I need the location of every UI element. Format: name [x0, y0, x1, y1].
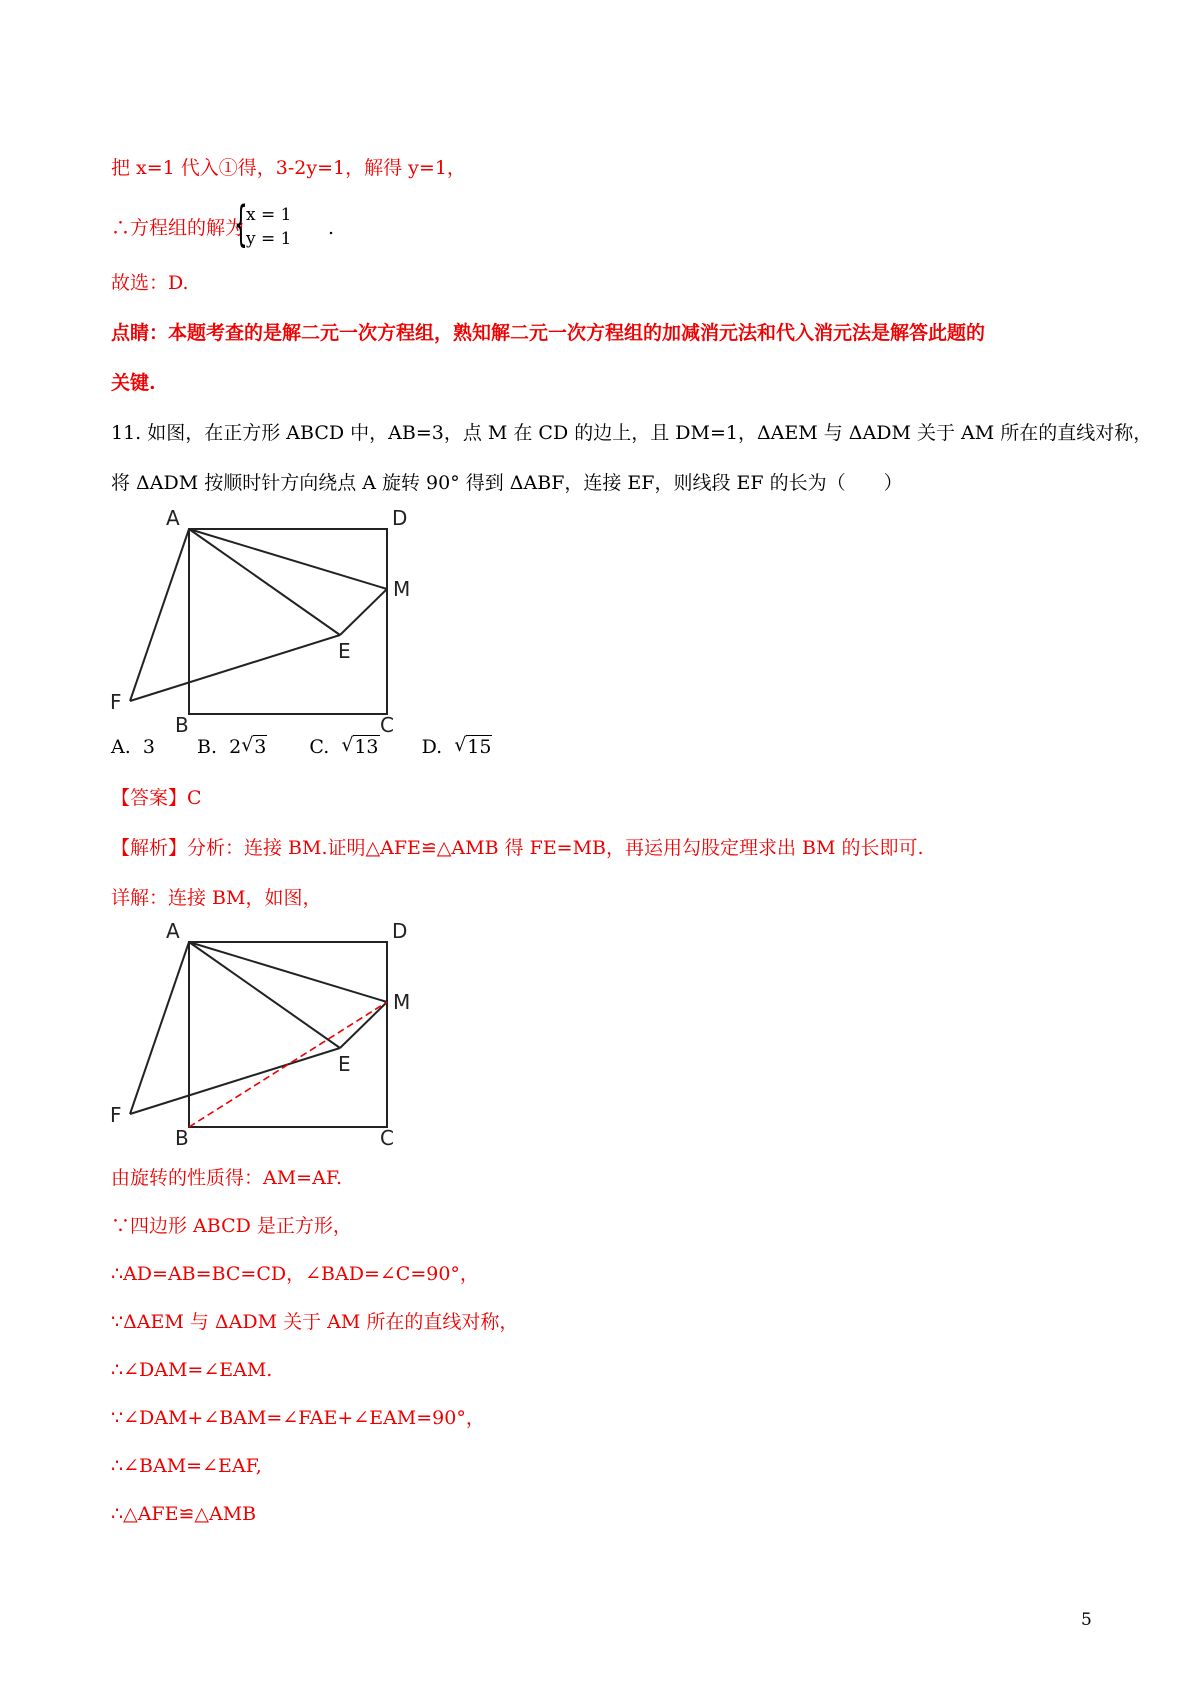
label-m: M [393, 577, 411, 601]
step-4: ∵ΔAEM 与 ΔADM 关于 AM 所在的直线对称， [111, 1311, 519, 1333]
question-11-line-1: 11. 如图，在正方形 ABCD 中，AB=3，点 M 在 CD 的边上，且 DM=1，ΔAEM 与 ΔADM 关于 AM 所在的直线对称， [111, 422, 1153, 444]
step-1: 由旋转的性质得：AM=AF. [111, 1167, 343, 1189]
segment-ae [189, 529, 340, 635]
label-b: B [175, 1126, 189, 1148]
brace-symbol: { [234, 196, 248, 252]
choice-d-label: D. [421, 736, 443, 758]
sqrt-c [341, 734, 379, 760]
page-number: 5 [1081, 1610, 1092, 1630]
figure-question [110, 505, 430, 735]
label-a: A [166, 506, 180, 530]
segment-af [130, 942, 189, 1114]
segment-af [130, 529, 189, 701]
sqrt-d [454, 734, 492, 760]
label-b: B [175, 713, 189, 735]
choice-c-label: C. [309, 736, 330, 758]
step-6: ∵∠DAM+∠BAM=∠FAE+∠EAM=90°， [111, 1407, 485, 1429]
label-d: D [392, 919, 408, 943]
detail-line: 详解：连接 BM，如图， [111, 887, 322, 909]
choice-c [309, 734, 379, 760]
step-2: ∵四边形 ABCD 是正方形， [111, 1215, 352, 1237]
label-c: C [380, 713, 394, 735]
solution-prefix: ∴方程组的解为 [111, 217, 245, 239]
segment-em [340, 589, 387, 635]
label-e: E [338, 1052, 351, 1076]
choice-a-value: 3 [142, 736, 155, 758]
label-f: F [110, 1103, 122, 1127]
segment-fe [130, 635, 340, 701]
line-substitute: 把 x=1 代入①得，3-2y=1，解得 y=1， [111, 157, 466, 179]
step-5: ∴∠DAM=∠EAM. [111, 1359, 273, 1381]
radical-icon: √ [241, 734, 254, 756]
figure-solution [110, 918, 430, 1148]
analysis-line: 【解析】分析：连接 BM.证明△AFE≌△AMB 得 FE=MB，再运用勾股定理求出 BM 的长即可. [111, 837, 924, 859]
label-a: A [166, 919, 180, 943]
choice-d [422, 734, 493, 760]
choice-a [111, 734, 155, 760]
square-abcd [189, 942, 387, 1127]
segment-fe [130, 1048, 340, 1114]
line-solution [111, 215, 244, 241]
answer-choices [111, 734, 528, 760]
square-abcd [189, 529, 387, 714]
line-comment-2: 关键. [111, 372, 156, 394]
choice-b-label: B. [197, 736, 218, 758]
label-d: D [392, 506, 408, 530]
system-row-1: x = 1 [246, 205, 292, 225]
segment-am [189, 942, 387, 1002]
step-7: ∴∠BAM=∠EAF, [111, 1455, 262, 1477]
choice-c-radicand: 13 [354, 736, 379, 758]
choice-b [197, 734, 267, 760]
step-3: ∴AD=AB=BC=CD，∠BAD=∠C=90°， [111, 1263, 479, 1285]
label-m: M [393, 990, 411, 1014]
label-c: C [380, 1126, 394, 1148]
line-comment-1: 点睛：本题考查的是解二元一次方程组，熟知解二元一次方程组的加减消元法和代入消元法是解答此题的 [111, 322, 986, 344]
solution-suffix: . [328, 217, 335, 239]
choice-a-label: A. [111, 736, 131, 758]
radical-icon: √ [341, 734, 354, 756]
segment-am [189, 529, 387, 589]
choice-b-coef: 2 [229, 736, 242, 758]
equation-system [234, 196, 304, 254]
radical-icon: √ [454, 734, 467, 756]
question-11-line-2: 将 ΔADM 按顺时针方向绕点 A 旋转 90° 得到 ΔABF，连接 EF，则线段 EF 的长为（ ） [111, 472, 903, 494]
choice-b-radicand: 3 [254, 736, 267, 758]
segment-ae [189, 942, 340, 1048]
label-e: E [338, 639, 351, 663]
system-row-2: y = 1 [246, 229, 292, 249]
answer-line: 【答案】C [111, 787, 202, 809]
line-choice: 故选：D. [111, 272, 189, 294]
label-f: F [110, 690, 122, 714]
choice-d-radicand: 15 [467, 736, 492, 758]
segment-em [340, 1002, 387, 1048]
sqrt-b [241, 734, 267, 760]
step-8: ∴△AFE≌△AMB [111, 1503, 257, 1525]
